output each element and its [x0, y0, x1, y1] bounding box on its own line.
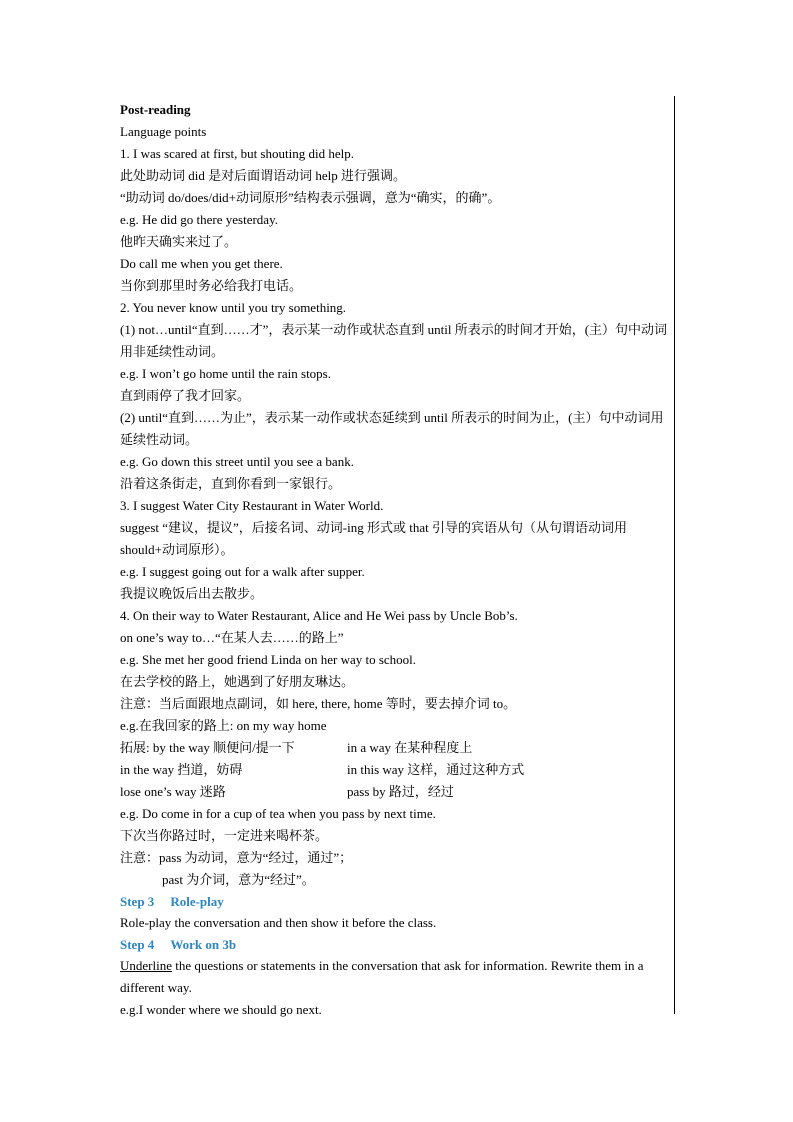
point-4-example: e.g. She met her good friend Linda on her way to school. — [120, 652, 417, 667]
point-4-title: 4. On their way to Water Restaurant, Alice and He Wei pass by Uncle Bob’s. — [120, 608, 518, 623]
step-4-heading — [120, 934, 672, 955]
extension-row-1 — [120, 737, 672, 759]
extension-item: pass by 路过，经过 — [347, 784, 454, 799]
point-4-note: 注意：当后面跟地点副词，如 here, there, home 等时，要去掉介词 to。 — [120, 696, 517, 711]
point-4-explanation: on one’s way to…“在某人去……的路上” — [120, 630, 344, 645]
extension-item: in this way 这样，通过这种方式 — [347, 762, 525, 777]
note-line-2: past 为介词，意为“经过”。 — [162, 872, 315, 887]
point-1-example-2: Do call me when you get there. — [120, 256, 283, 271]
subheading-language-points: Language points — [120, 124, 207, 139]
point-1-example-1-cn: 他昨天确实来过了。 — [120, 234, 238, 249]
step-3-title: Role-play — [170, 894, 224, 909]
point-3-example-cn: 我提议晚饭后出去散步。 — [120, 586, 264, 601]
step-4-example: e.g.I wonder where we should go next. — [120, 1002, 322, 1017]
point-3-explanation: suggest “建议，提议”，后接名词、动词-ing 形式或 that 引导的宾语从句（从句谓语动词用 should+动词原形）。 — [120, 520, 627, 557]
extension-row-3 — [120, 781, 672, 803]
extension-item: lose one’s way 迷路 — [120, 784, 226, 799]
point-2-example-2: e.g. Go down this street until you see a bank. — [120, 454, 354, 469]
point-4-example-3: e.g. Do come in for a cup of tea when you pass by next time. — [120, 806, 436, 821]
extension-item: 拓展: by the way 顺便问/提一下 — [120, 740, 295, 755]
step-4-instruction: the questions or statements in the conversation that ask for information. Rewrite them in a different way. — [120, 958, 644, 995]
step-4-text — [120, 955, 672, 999]
point-1-example-1: e.g. He did go there yesterday. — [120, 212, 278, 227]
point-2-explanation-a: (1) not…until“直到……才”，表示某一动作或状态直到 until 所表示的时间才开始，(主）句中动词用非延续性动词。 — [120, 322, 668, 359]
point-1-explanation-b: “助动词 do/does/did+动词原形”结构表示强调，意为“确实，的确”。 — [120, 190, 501, 205]
step-3-number: Step 3 — [120, 894, 155, 909]
extension-row-2 — [120, 759, 672, 781]
section-heading-post-reading: Post-reading — [120, 102, 191, 117]
right-margin-rule — [674, 96, 675, 1014]
point-2-example-1: e.g. I won’t go home until the rain stops. — [120, 366, 331, 381]
point-3-example: e.g. I suggest going out for a walk after supper. — [120, 564, 365, 579]
point-1-title: 1. I was scared at first, but shouting did help. — [120, 146, 354, 161]
step-3-text: Role-play the conversation and then show it before the class. — [120, 915, 437, 930]
document-body — [120, 99, 672, 1021]
extension-item: in a way 在某种程度上 — [347, 740, 473, 755]
point-2-example-2-cn: 沿着这条街走，直到你看到一家银行。 — [120, 476, 342, 491]
underline-word: Underline — [120, 958, 172, 973]
point-1-explanation-a: 此处助动词 did 是对后面谓语动词 help 进行强调。 — [120, 168, 406, 183]
point-1-example-2-cn: 当你到那里时务必给我打电话。 — [120, 278, 303, 293]
step-4-title: Work on 3b — [170, 937, 237, 952]
point-2-explanation-b: (2) until“直到……为止”，表示某一动作或状态延续到 until 所表示的时间为止，(主）句中动词用延续性动词。 — [120, 410, 664, 447]
step-3-heading — [120, 891, 672, 912]
point-4-example-3-cn: 下次当你路过时，一定进来喝杯茶。 — [120, 828, 329, 843]
point-2-title: 2. You never know until you try something. — [120, 300, 347, 315]
point-2-example-1-cn: 直到雨停了我才回家。 — [120, 388, 251, 403]
note-line-1: 注意：pass 为动词，意为“经过，通过”； — [120, 850, 353, 865]
extension-item: in the way 挡道，妨碍 — [120, 762, 243, 777]
point-4-example-cn: 在去学校的路上，她遇到了好朋友琳达。 — [120, 674, 355, 689]
point-3-title: 3. I suggest Water City Restaurant in Water World. — [120, 498, 384, 513]
point-4-example-2: e.g.在我回家的路上: on my way home — [120, 718, 327, 733]
step-4-number: Step 4 — [120, 937, 155, 952]
